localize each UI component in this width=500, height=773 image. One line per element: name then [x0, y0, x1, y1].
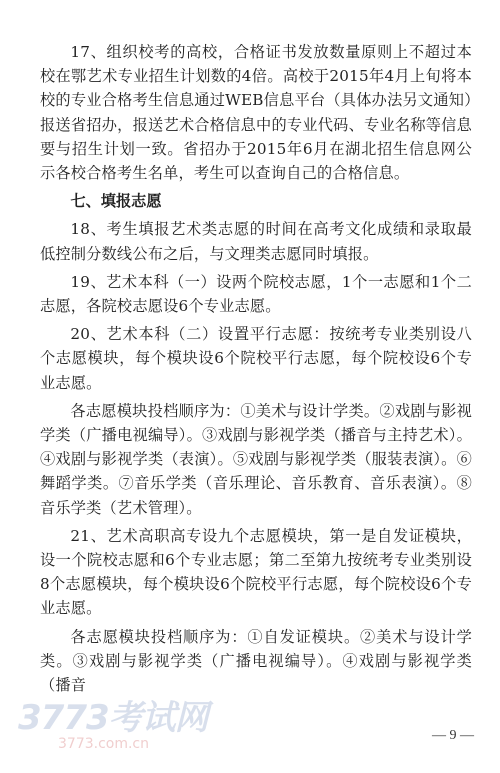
- document-body: [40, 40, 472, 701]
- paragraph-21: 21、艺术高职高专设九个志愿模块，第一是自发证模块，设一个院校志愿和6个专业志愿；第二至第九按统考专业类别设8个志愿模块，每个模块设6个院校平行志愿，每个院校设6个专业志愿。: [40, 526, 472, 618]
- paragraph-20: 20、艺术本科（二）设置平行志愿：按统考专业类别设八个志愿模块，每个模块设6个院校平行志愿，每个院校设6个专业志愿。: [40, 325, 472, 392]
- paragraph-order-undergrad-2: 各志愿模块投档顺序为：①美术与设计学类。②戏剧与影视学类（广播电视编导）。③戏剧与影视学类（播音与主持艺术）。④戏剧与影视学类（表演）。⑤戏剧与影视学类（服装表演）。⑥舞蹈学类。⑦音乐学类（音乐理论、音乐教育、音乐表演）。⑧音乐学类（艺术管理）。: [40, 401, 472, 517]
- paragraph-18: 18、考生填报艺术类志愿的时间在高考文化成绩和录取最低控制分数线公布之后，与文理类志愿同时填报。: [40, 220, 472, 263]
- watermark-logo: 3773考试网: [18, 698, 208, 738]
- paragraph-19: 19、艺术本科（一）设两个院校志愿，1个一志愿和1个二志愿，各院校志愿设6个专业志愿。: [40, 272, 472, 316]
- section-heading-fill-preferences: 七、填报志愿: [70, 192, 162, 211]
- watermark-url: 3773.com.cn: [58, 736, 149, 752]
- paragraph-order-vocational: 各志愿模块投档顺序为：①自发证模块。②美术与设计学类。③戏剧与影视学类（广播电视编导）。④戏剧与影视学类（播音: [40, 627, 472, 695]
- paragraph-17: 17、组织校考的高校，合格证书发放数量原则上不超过本校在鄂艺术专业招生计划数的4倍。高校于2015年4月上旬将本校的专业合格考生信息通过WEB信息平台（具体办法另文通知）报送省招办，报送艺术合格信息中的专业代码、专业名称等信息要与招生计划一致。省招办于2015年6月在湖北招生信息网公示各校合格考生名单，考生可以查询自己的合格信息。: [40, 43, 472, 183]
- site-watermark: [18, 700, 218, 760]
- page-number: — 9 —: [432, 728, 474, 743]
